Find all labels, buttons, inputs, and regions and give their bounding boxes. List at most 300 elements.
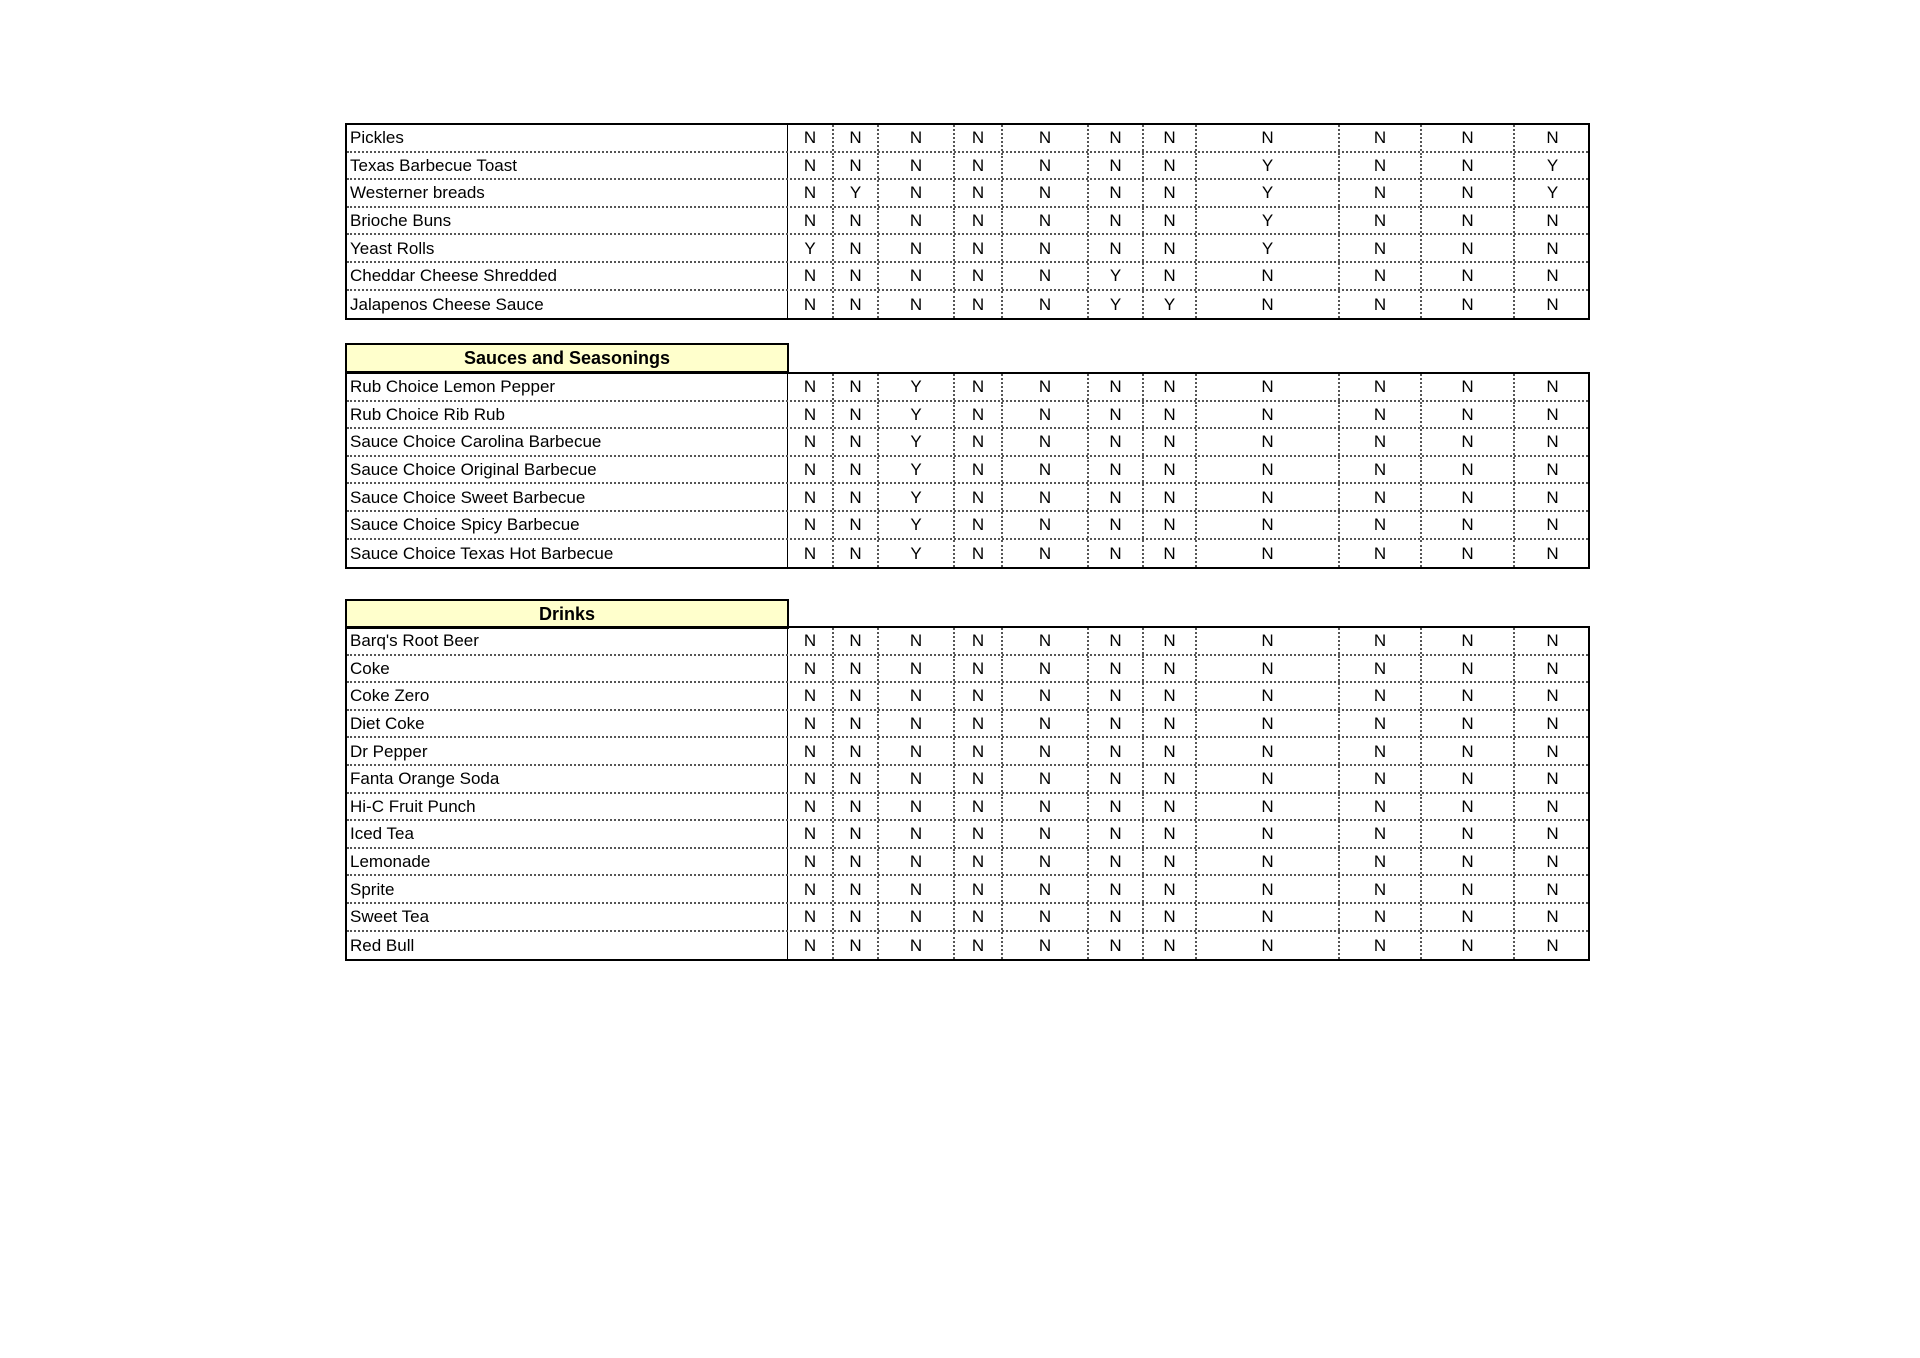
flag-cell: N <box>1001 263 1087 289</box>
flag-cell: N <box>1087 512 1142 538</box>
flag-cell: Y <box>1513 180 1590 206</box>
flag-cell: N <box>1087 180 1142 206</box>
data-table <box>345 123 1590 320</box>
flag-cell: N <box>1420 821 1513 847</box>
flag-cell: N <box>832 263 877 289</box>
flag-cell: N <box>1001 540 1087 568</box>
flag-cell: N <box>1087 821 1142 847</box>
item-name-cell: Rub Choice Rib Rub <box>350 404 505 424</box>
flag-cell: N <box>1001 821 1087 847</box>
flag-cell: N <box>1338 153 1420 179</box>
flag-cell: N <box>1001 876 1087 902</box>
flag-cell: N <box>1087 125 1142 151</box>
flag-cell: N <box>1195 876 1338 902</box>
flag-cell: N <box>1338 484 1420 510</box>
flag-cell: N <box>1195 821 1338 847</box>
flag-cell: N <box>1195 263 1338 289</box>
flag-cell: N <box>1142 876 1195 902</box>
flag-cell: N <box>1195 738 1338 764</box>
flag-cell: N <box>1087 738 1142 764</box>
flag-cell: N <box>1338 821 1420 847</box>
flag-cell: N <box>1087 484 1142 510</box>
table-row <box>347 738 1588 766</box>
flag-cell: N <box>877 711 953 737</box>
table-row <box>347 849 1588 877</box>
flag-cell: N <box>1338 794 1420 820</box>
flag-cell: N <box>1001 766 1087 792</box>
flag-cell: Y <box>1087 291 1142 319</box>
flag-cell: N <box>877 738 953 764</box>
flag-cell: N <box>953 402 1001 428</box>
flag-cell: N <box>953 125 1001 151</box>
flag-cell: N <box>1142 711 1195 737</box>
flag-cell: N <box>953 235 1001 261</box>
flag-cell: Y <box>787 235 832 261</box>
flag-cell: N <box>1195 766 1338 792</box>
item-name-cell: Red Bull <box>350 935 415 955</box>
flag-cell: Y <box>1087 263 1142 289</box>
flag-cell: N <box>1001 153 1087 179</box>
flag-cell: N <box>1087 457 1142 483</box>
item-name-cell: Sauce Choice Spicy Barbecue <box>350 515 580 535</box>
data-table <box>345 626 1590 961</box>
flag-cell: Y <box>877 374 953 400</box>
item-name-cell: Hi-C Fruit Punch <box>350 796 476 816</box>
flag-cell: N <box>1420 876 1513 902</box>
flag-cell: N <box>787 457 832 483</box>
flag-cell: N <box>1087 402 1142 428</box>
flag-cell: N <box>1338 849 1420 875</box>
item-name-cell: Sweet Tea <box>350 907 430 927</box>
flag-cell: N <box>1195 512 1338 538</box>
flag-cell: N <box>953 429 1001 455</box>
flag-cell: N <box>1195 628 1338 654</box>
table-row <box>347 821 1588 849</box>
flag-cell: N <box>787 738 832 764</box>
flag-cell: N <box>1195 932 1338 960</box>
flag-cell: N <box>1001 291 1087 319</box>
flag-cell: N <box>1338 263 1420 289</box>
flag-cell: N <box>1142 738 1195 764</box>
flag-cell: N <box>787 402 832 428</box>
flag-cell: N <box>1087 932 1142 960</box>
flag-cell: Y <box>877 512 953 538</box>
flag-cell: N <box>1338 457 1420 483</box>
flag-cell: N <box>787 683 832 709</box>
flag-cell: N <box>1195 291 1338 319</box>
flag-cell: N <box>1087 208 1142 234</box>
flag-cell: N <box>787 656 832 682</box>
flag-cell: N <box>1513 208 1590 234</box>
flag-cell: N <box>787 263 832 289</box>
flag-cell: N <box>1142 263 1195 289</box>
flag-cell: N <box>1087 794 1142 820</box>
flag-cell: N <box>877 291 953 319</box>
flag-cell: N <box>877 656 953 682</box>
flag-cell: N <box>1513 512 1590 538</box>
flag-cell: N <box>1420 711 1513 737</box>
flag-cell: N <box>832 208 877 234</box>
flag-cell: N <box>877 180 953 206</box>
item-name-cell: Sauce Choice Original Barbecue <box>350 460 597 480</box>
flag-cell: N <box>787 429 832 455</box>
flag-cell: N <box>787 932 832 960</box>
flag-cell: Y <box>1513 153 1590 179</box>
table-row <box>347 876 1588 904</box>
flag-cell: N <box>1513 484 1590 510</box>
flag-cell: N <box>1338 180 1420 206</box>
flag-cell: N <box>1001 180 1087 206</box>
flag-cell: N <box>832 512 877 538</box>
item-name-cell: Jalapenos Cheese Sauce <box>350 294 544 314</box>
flag-cell: N <box>1001 484 1087 510</box>
flag-cell: Y <box>1195 153 1338 179</box>
flag-cell: N <box>1142 683 1195 709</box>
flag-cell: N <box>1420 208 1513 234</box>
flag-cell: N <box>1195 429 1338 455</box>
flag-cell: N <box>1420 656 1513 682</box>
flag-cell: N <box>832 540 877 568</box>
item-name-cell: Iced Tea <box>350 824 414 844</box>
flag-cell: Y <box>877 540 953 568</box>
flag-cell: N <box>953 794 1001 820</box>
item-name-cell: Rub Choice Lemon Pepper <box>350 377 556 397</box>
flag-cell: N <box>1087 656 1142 682</box>
flag-cell: N <box>1087 876 1142 902</box>
section-header: Drinks <box>345 599 789 629</box>
flag-cell: N <box>832 711 877 737</box>
item-name-cell: Yeast Rolls <box>350 238 435 258</box>
table-row <box>347 794 1588 822</box>
flag-cell: N <box>1513 235 1590 261</box>
flag-cell: N <box>1142 429 1195 455</box>
flag-cell: N <box>953 849 1001 875</box>
flag-cell: N <box>1513 738 1590 764</box>
flag-cell: N <box>832 153 877 179</box>
flag-cell: N <box>1195 457 1338 483</box>
flag-cell: N <box>1195 484 1338 510</box>
flag-cell: N <box>1420 540 1513 568</box>
flag-cell: N <box>1087 904 1142 930</box>
flag-cell: Y <box>877 457 953 483</box>
flag-cell: N <box>1420 153 1513 179</box>
flag-cell: N <box>1001 457 1087 483</box>
flag-cell: N <box>787 291 832 319</box>
table-row <box>347 180 1588 208</box>
flag-cell: N <box>1338 932 1420 960</box>
flag-cell: N <box>1001 683 1087 709</box>
flag-cell: N <box>787 628 832 654</box>
flag-cell: N <box>953 711 1001 737</box>
flag-cell: N <box>1142 656 1195 682</box>
flag-cell: N <box>1338 683 1420 709</box>
flag-cell: N <box>953 904 1001 930</box>
flag-cell: N <box>1142 794 1195 820</box>
flag-cell: N <box>1513 876 1590 902</box>
flag-cell: N <box>1195 402 1338 428</box>
flag-cell: N <box>1513 291 1590 319</box>
flag-cell: N <box>1338 876 1420 902</box>
flag-cell: N <box>1513 766 1590 792</box>
flag-cell: N <box>1142 766 1195 792</box>
flag-cell: N <box>1087 766 1142 792</box>
flag-cell: N <box>953 540 1001 568</box>
flag-cell: N <box>1001 125 1087 151</box>
flag-cell: N <box>1087 849 1142 875</box>
flag-cell: N <box>1420 125 1513 151</box>
flag-cell: N <box>787 794 832 820</box>
flag-cell: N <box>1338 711 1420 737</box>
flag-cell: N <box>1001 402 1087 428</box>
flag-cell: N <box>1087 429 1142 455</box>
flag-cell: N <box>877 932 953 960</box>
flag-cell: N <box>1001 849 1087 875</box>
flag-cell: N <box>877 876 953 902</box>
flag-cell: N <box>1001 208 1087 234</box>
flag-cell: N <box>1420 374 1513 400</box>
table-row <box>347 711 1588 739</box>
flag-cell: Y <box>877 402 953 428</box>
flag-cell: N <box>1513 821 1590 847</box>
flag-cell: N <box>1338 402 1420 428</box>
item-name-cell: Sauce Choice Sweet Barbecue <box>350 487 586 507</box>
flag-cell: N <box>1195 374 1338 400</box>
flag-cell: N <box>877 904 953 930</box>
flag-cell: N <box>1142 235 1195 261</box>
flag-cell: N <box>832 876 877 902</box>
flag-cell: N <box>832 849 877 875</box>
flag-cell: N <box>832 429 877 455</box>
flag-cell: N <box>832 738 877 764</box>
table-row <box>347 374 1588 402</box>
table-row <box>347 153 1588 181</box>
table-row <box>347 932 1588 960</box>
item-name-cell: Sauce Choice Carolina Barbecue <box>350 432 602 452</box>
flag-cell: N <box>832 932 877 960</box>
flag-cell: N <box>1087 540 1142 568</box>
flag-cell: N <box>832 291 877 319</box>
flag-cell: N <box>832 766 877 792</box>
flag-cell: Y <box>1142 291 1195 319</box>
flag-cell: N <box>1513 374 1590 400</box>
flag-cell: N <box>1420 235 1513 261</box>
flag-cell: N <box>1001 711 1087 737</box>
flag-cell: N <box>953 484 1001 510</box>
flag-cell: N <box>1338 291 1420 319</box>
flag-cell: N <box>1142 374 1195 400</box>
flag-cell: N <box>1420 457 1513 483</box>
flag-cell: N <box>787 904 832 930</box>
flag-cell: N <box>1420 683 1513 709</box>
flag-cell: N <box>1195 656 1338 682</box>
item-name-cell: Barq's Root Beer <box>350 631 479 651</box>
flag-cell: N <box>1142 153 1195 179</box>
flag-cell: N <box>832 904 877 930</box>
flag-cell: N <box>877 849 953 875</box>
flag-cell: N <box>1142 125 1195 151</box>
table-row <box>347 904 1588 932</box>
flag-cell: N <box>877 263 953 289</box>
flag-cell: N <box>1195 125 1338 151</box>
flag-cell: N <box>1001 512 1087 538</box>
data-table <box>345 372 1590 569</box>
flag-cell: N <box>1338 374 1420 400</box>
flag-cell: N <box>1420 628 1513 654</box>
flag-cell: N <box>832 235 877 261</box>
table-row <box>347 766 1588 794</box>
table-row <box>347 429 1588 457</box>
flag-cell: N <box>1420 291 1513 319</box>
flag-cell: N <box>1513 656 1590 682</box>
flag-cell: N <box>953 932 1001 960</box>
flag-cell: N <box>1513 904 1590 930</box>
item-name-cell: Lemonade <box>350 852 431 872</box>
item-name-cell: Texas Barbecue Toast <box>350 155 517 175</box>
flag-cell: N <box>1142 180 1195 206</box>
table-row <box>347 291 1588 319</box>
flag-cell: N <box>1338 512 1420 538</box>
flag-cell: N <box>953 766 1001 792</box>
flag-cell: N <box>787 849 832 875</box>
flag-cell: N <box>1513 794 1590 820</box>
flag-cell: N <box>1001 932 1087 960</box>
item-name-cell: Fanta Orange Soda <box>350 769 500 789</box>
flag-cell: N <box>787 512 832 538</box>
flag-cell: N <box>1338 429 1420 455</box>
flag-cell: N <box>1001 656 1087 682</box>
flag-cell: N <box>1338 656 1420 682</box>
flag-cell: N <box>1420 766 1513 792</box>
flag-cell: N <box>832 457 877 483</box>
table-row <box>347 125 1588 153</box>
table-row <box>347 656 1588 684</box>
flag-cell: N <box>832 683 877 709</box>
flag-cell: N <box>1338 540 1420 568</box>
flag-cell: N <box>877 208 953 234</box>
flag-cell: N <box>953 683 1001 709</box>
flag-cell: N <box>953 512 1001 538</box>
flag-cell: N <box>1142 402 1195 428</box>
flag-cell: N <box>1513 932 1590 960</box>
table-row <box>347 235 1588 263</box>
flag-cell: N <box>1195 849 1338 875</box>
item-name-cell: Brioche Buns <box>350 211 452 231</box>
flag-cell: N <box>953 628 1001 654</box>
flag-cell: N <box>787 125 832 151</box>
flag-cell: N <box>1195 711 1338 737</box>
flag-cell: N <box>953 876 1001 902</box>
section-header: Sauces and Seasonings <box>345 343 789 373</box>
flag-cell: N <box>1338 766 1420 792</box>
flag-cell: N <box>787 374 832 400</box>
flag-cell: N <box>1142 849 1195 875</box>
flag-cell: N <box>1001 628 1087 654</box>
flag-cell: N <box>1087 374 1142 400</box>
flag-cell: N <box>1087 683 1142 709</box>
flag-cell: N <box>1420 484 1513 510</box>
flag-cell: N <box>953 263 1001 289</box>
flag-cell: N <box>1001 235 1087 261</box>
flag-cell: N <box>1420 263 1513 289</box>
flag-cell: N <box>1513 429 1590 455</box>
flag-cell: N <box>1513 457 1590 483</box>
flag-cell: N <box>1338 208 1420 234</box>
table-row <box>347 457 1588 485</box>
item-name-cell: Sprite <box>350 879 395 899</box>
item-name-cell: Diet Coke <box>350 714 425 734</box>
item-name-cell: Pickles <box>350 128 404 148</box>
flag-cell: N <box>1001 904 1087 930</box>
item-name-cell: Dr Pepper <box>350 741 428 761</box>
flag-cell: Y <box>1195 180 1338 206</box>
flag-cell: N <box>1142 628 1195 654</box>
item-name-cell: Coke <box>350 658 390 678</box>
flag-cell: N <box>787 484 832 510</box>
flag-cell: N <box>832 374 877 400</box>
flag-cell: Y <box>877 484 953 510</box>
table-row <box>347 208 1588 236</box>
flag-cell: N <box>1001 794 1087 820</box>
flag-cell: N <box>877 794 953 820</box>
flag-cell: N <box>1142 208 1195 234</box>
flag-cell: N <box>1195 540 1338 568</box>
flag-cell: N <box>1087 153 1142 179</box>
item-name-cell: Westerner breads <box>350 183 485 203</box>
flag-cell: N <box>787 153 832 179</box>
flag-cell: N <box>1420 849 1513 875</box>
flag-cell: N <box>1087 711 1142 737</box>
flag-cell: N <box>1001 374 1087 400</box>
table-row <box>347 512 1588 540</box>
flag-cell: N <box>787 180 832 206</box>
flag-cell: N <box>1513 125 1590 151</box>
flag-cell: N <box>877 235 953 261</box>
flag-cell: N <box>1338 235 1420 261</box>
flag-cell: N <box>953 153 1001 179</box>
flag-cell: N <box>877 125 953 151</box>
table-row <box>347 628 1588 656</box>
flag-cell: N <box>953 208 1001 234</box>
flag-cell: N <box>1142 512 1195 538</box>
flag-cell: N <box>877 821 953 847</box>
flag-cell: N <box>1338 738 1420 764</box>
flag-cell: N <box>953 374 1001 400</box>
flag-cell: N <box>953 656 1001 682</box>
flag-cell: N <box>1142 484 1195 510</box>
flag-cell: N <box>1420 738 1513 764</box>
flag-cell: N <box>832 484 877 510</box>
flag-cell: N <box>877 153 953 179</box>
flag-cell: N <box>832 402 877 428</box>
flag-cell: N <box>1087 235 1142 261</box>
flag-cell: N <box>1513 711 1590 737</box>
table-row <box>347 402 1588 430</box>
flag-cell: N <box>787 208 832 234</box>
flag-cell: N <box>1420 402 1513 428</box>
flag-cell: N <box>1513 849 1590 875</box>
flag-cell: N <box>1420 904 1513 930</box>
flag-cell: N <box>1513 628 1590 654</box>
flag-cell: N <box>832 125 877 151</box>
item-name-cell: Cheddar Cheese Shredded <box>350 266 557 286</box>
flag-cell: N <box>787 711 832 737</box>
item-name-cell: Coke Zero <box>350 686 430 706</box>
flag-cell: N <box>1195 904 1338 930</box>
flag-cell: N <box>1513 683 1590 709</box>
flag-cell: N <box>787 766 832 792</box>
flag-cell: Y <box>1195 235 1338 261</box>
flag-cell: N <box>832 656 877 682</box>
